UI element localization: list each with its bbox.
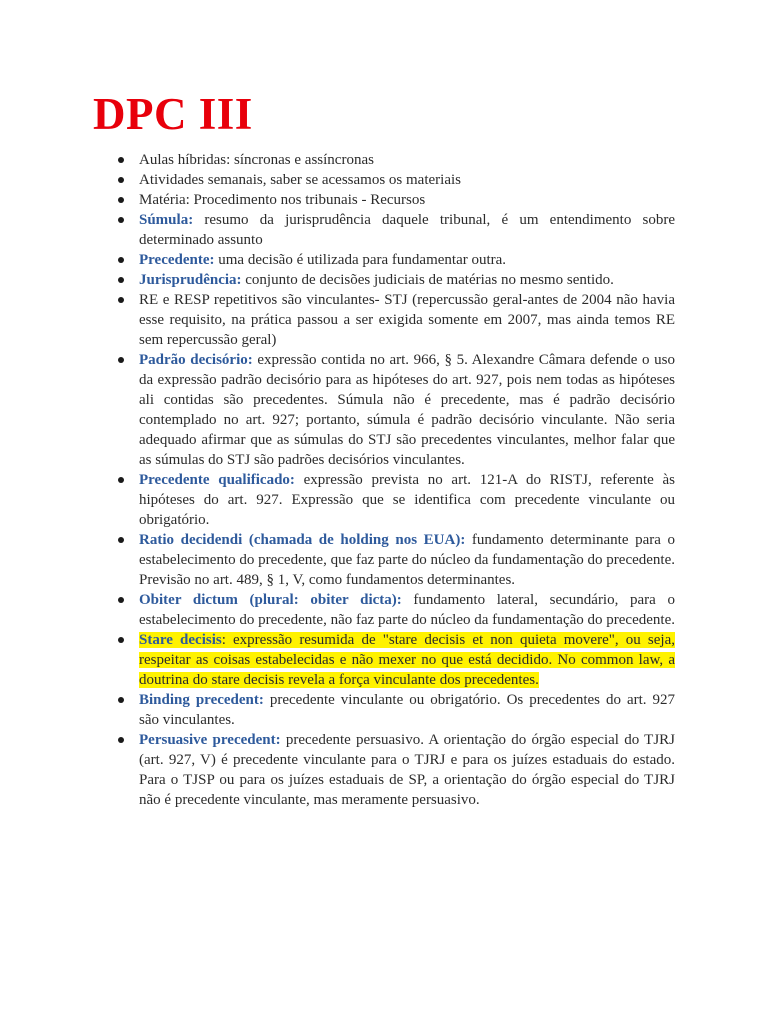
bullet-icon <box>118 537 124 543</box>
bullet-icon <box>118 257 124 263</box>
item-text: Matéria: Procedimento nos tribunais - Recursos <box>139 192 426 208</box>
list-item <box>118 170 675 190</box>
list-item <box>118 530 675 590</box>
item-text: RE e RESP repetitivos são vinculantes- STJ (repercussão geral-antes de 2004 não havia esse requisito, na prática passou a ser exigida somente em 2007, mas ainda temos RE sem repercussão geral) <box>139 292 675 348</box>
item-text: fundamento lateral, secundário, para o estabelecimento do precedente, não faz parte do núcleo da fundamentação do precedente. <box>139 592 675 628</box>
highlighted-text <box>139 632 675 688</box>
item-term: Precedente: <box>139 252 215 268</box>
item-term: Precedente qualificado: <box>139 472 295 488</box>
item-text: precedente persuasivo. A orientação do órgão especial do TJRJ (art. 927, V) é precedente vinculante para o TJRJ e para os juízes estaduais do estado. Para o TJSP ou para os juízes estaduais de SP, a orientação do órgão especial do TJRJ não é precedente vinculante, mas meramente persuasivo. <box>139 732 676 808</box>
list-item <box>118 590 675 630</box>
bullet-icon <box>118 177 124 183</box>
list-item <box>118 350 675 470</box>
list-item <box>118 250 675 270</box>
item-text: precedente vinculante ou obrigatório. Os precedentes do art. 927 são vinculantes. <box>139 692 675 728</box>
list-item <box>118 730 675 810</box>
item-text: resumo da jurisprudência daquele tribunal, é um entendimento sobre determinado assunto <box>139 212 675 248</box>
list-item <box>118 190 675 210</box>
bullet-icon <box>118 637 124 643</box>
list-item <box>118 210 675 250</box>
list-item <box>118 150 675 170</box>
item-term: Padrão decisório: <box>139 352 253 368</box>
bullet-icon <box>118 697 124 703</box>
item-term: Binding precedent: <box>139 692 264 708</box>
bullet-icon <box>118 737 124 743</box>
bullet-icon <box>118 477 124 483</box>
item-text: Atividades semanais, saber se acessamos os materiais <box>139 172 461 188</box>
document-title: DPC III <box>93 89 253 139</box>
item-text: : expressão resumida de "stare decisis et non quieta movere", ou seja, respeitar as coisas estabelecidas e não mexer no que está decidido. No common law, a doutrina do stare decisis revela a força vinculante dos precedentes. <box>139 632 675 688</box>
item-term: Jurisprudência: <box>139 272 242 288</box>
item-term: Súmula: <box>139 212 194 228</box>
item-term: Stare decisis <box>139 632 222 648</box>
item-term: Obiter dictum (plural: obiter dicta): <box>139 592 402 608</box>
bullet-icon <box>118 297 124 303</box>
bullet-icon <box>118 277 124 283</box>
bullet-icon <box>118 217 124 223</box>
list-item-highlighted <box>118 630 675 690</box>
item-term: Persuasive precedent: <box>139 732 281 748</box>
item-text: expressão prevista no art. 121-A do RISTJ, referente às hipóteses do art. 927. Expressão que se identifica com precedente vinculante ou obrigatório. <box>139 472 675 528</box>
bullet-icon <box>118 357 124 363</box>
bullet-icon <box>118 597 124 603</box>
item-text: fundamento determinante para o estabelecimento do precedente, que faz parte do núcleo da fundamentação do precedente. Previsão no art. 489, § 1, V, como fundamentos determinantes. <box>139 532 675 588</box>
item-text: expressão contida no art. 966, § 5. Alexandre Câmara defende o uso da expressão padrão decisório para as hipóteses do art. 927, pois nem todas as hipóteses ali contidas são precedentes. Súmula não é precedente, mas é padrão decisório contemplado no art. 927; portanto, súmula é padrão decisório vinculante. Não seria adequado afirmar que as súmulas do STJ são precedentes vinculantes, melhor falar que as súmulas do STJ são padrões decisórios vinculantes. <box>139 352 675 468</box>
list-item <box>118 470 675 530</box>
list-item <box>118 270 675 290</box>
item-text: Aulas híbridas: síncronas e assíncronas <box>139 152 374 168</box>
item-text: conjunto de decisões judiciais de matérias no mesmo sentido. <box>241 272 614 288</box>
item-term: Ratio decidendi (chamada de holding nos EUA): <box>139 532 466 548</box>
bullet-list <box>118 150 675 810</box>
list-item <box>118 690 675 730</box>
item-text: uma decisão é utilizada para fundamentar outra. <box>214 252 507 268</box>
bullet-icon <box>118 197 124 203</box>
list-item <box>118 290 675 350</box>
bullet-icon <box>118 157 124 163</box>
